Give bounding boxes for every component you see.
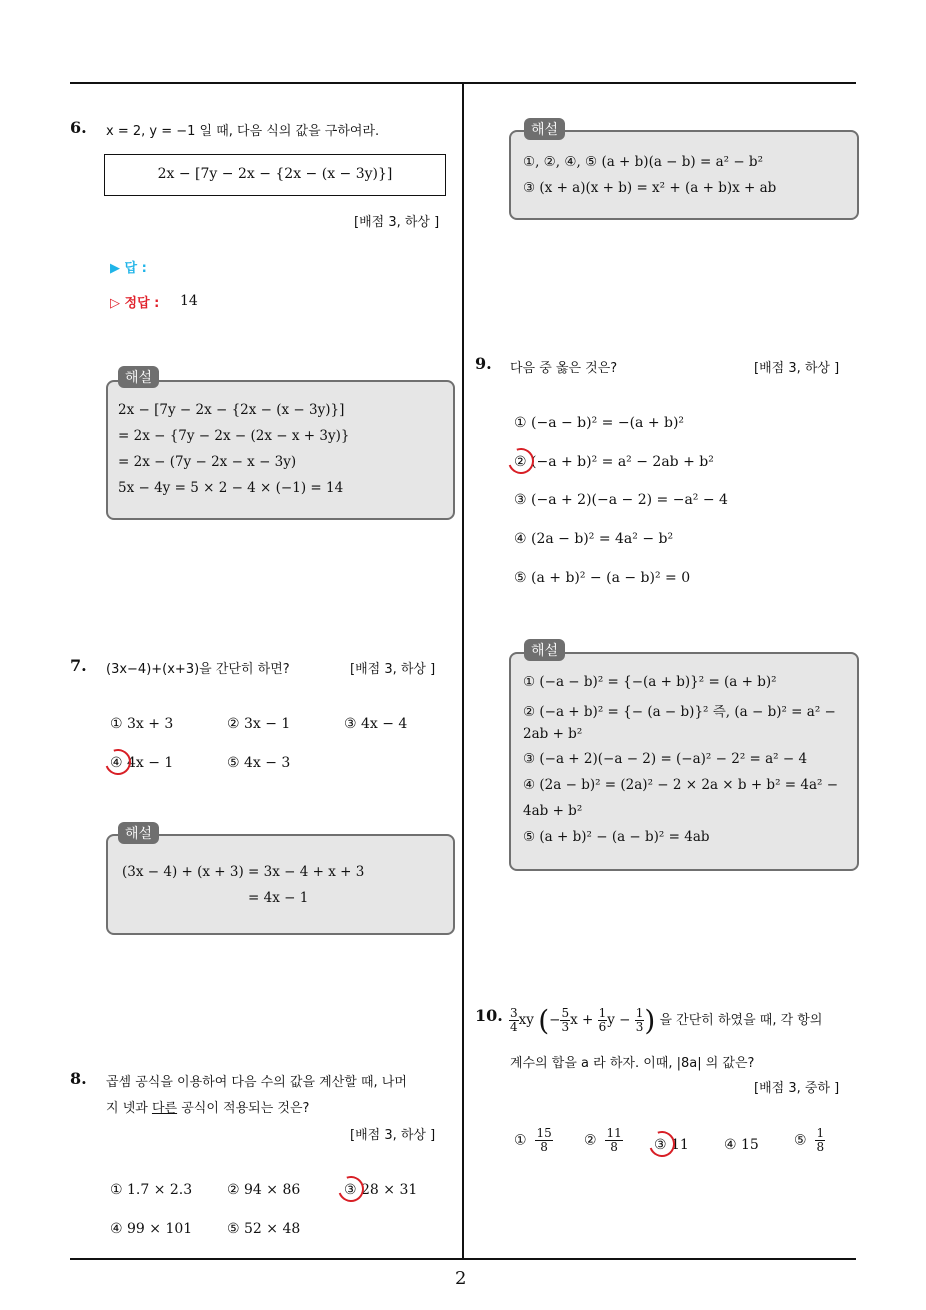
q8-choice-1[interactable]: ① 1.7 × 2.3 [110,1182,193,1198]
q10-frac-1-6: $\frac{1}{6}$ [598,1006,607,1034]
q8-meta: [배점 3, 하상 ] [350,1128,436,1143]
q9-choice-1[interactable]: ① (−a − b)² = −(a + b)² [514,415,685,431]
q8-prompt-part-a: 지 넷과 [106,1101,152,1116]
q7-choice-5[interactable]: ⑤ 4x − 3 [227,755,291,771]
q8-choice-2[interactable]: ② 94 × 86 [227,1182,301,1198]
q9-choice-5[interactable]: ⑤ (a + b)² − (a − b)² = 0 [514,570,691,586]
q6-sol-line-3: = 2x − (7y − 2x − x − 3y) [118,454,297,470]
q6-sol-line-1: 2x − [7y − 2x − {2x − (x − 3y)}] [118,402,345,418]
q9-sol-line-4: ③ (−a + 2)(−a − 2) = (−a)² − 2² = a² − 4 [523,751,808,767]
q6-prompt: x = 2, y = −1 일 때, 다음 식의 값을 구하여라. [106,124,380,139]
q10-choice-1-label: ① [514,1132,527,1149]
q10-open-paren: ( [538,1004,550,1037]
q6-number: 6. [70,118,87,137]
q6-solution-box [106,380,455,520]
q6-correct-label: ▷ 정답 : [110,296,160,311]
q9-choice-3[interactable]: ③ (−a + 2)(−a − 2) = −a² − 4 [514,492,728,508]
q10-choice-2-label: ② [584,1132,597,1149]
q8-answer-circle [334,1172,369,1207]
q10-prompt-line-2: 계수의 합을 a 라 하자. 이때, |8a| 의 값은? [510,1056,755,1071]
q7-choice-2[interactable]: ② 3x − 1 [227,716,291,732]
q9-sol-line-2: ② (−a + b)² = {− (a − b)}² 즉, (a − b)² = a² − [523,704,836,720]
q6-sol-line-4: 5x − 4y = 5 × 2 − 4 × (−1) = 14 [118,480,344,496]
q8-solution-box [509,130,859,220]
q7-solution-box [106,834,455,935]
q10-choice-1[interactable] [514,1127,553,1154]
q6-meta: [배점 3, 하상 ] [354,215,440,230]
q7-choice-3[interactable]: ③ 4x − 4 [344,716,408,732]
q9-choice-4[interactable]: ④ (2a − b)² = 4a² − b² [514,531,674,547]
q10-choice-3[interactable]: ③ 11 [654,1137,689,1153]
q10-choice-2-frac: $\frac{11}{8}$ [606,1126,622,1154]
q6-boxed-expression: 2x − [7y − 2x − {2x − (x − 3y)}] [157,166,393,182]
q6-sol-line-2: = 2x − {7y − 2x − (2x − x + 3y)} [118,428,350,444]
q7-sol-line-2: = 4x − 1 [248,890,309,906]
q10-choice-5-label: ⑤ [794,1132,807,1149]
q8-prompt-line-2 [106,1097,309,1116]
q10-frac-5-3: $\frac{5}{3}$ [561,1006,570,1034]
q10-choice-5-frac: $\frac{1}{8}$ [816,1126,825,1154]
q6-solution-tag: 해설 [118,366,159,388]
q6-expression-box [104,154,446,196]
q9-sol-line-5: ④ (2a − b)² = (2a)² − 2 × 2a × b + b² = 4a² − [523,777,839,793]
q9-solution-tag: 해설 [524,639,565,661]
q8-sol-line-1: ①, ②, ④, ⑤ (a + b)(a − b) = a² − b² [523,154,763,170]
q10-term-x: x + [570,1012,594,1028]
q10-xy: xy [518,1012,534,1028]
q10-close-paren: ) [644,1004,656,1037]
q7-number: 7. [70,656,87,675]
q8-prompt-line-1: 곱셈 공식을 이용하여 다음 수의 값을 계산할 때, 나머 [106,1075,407,1090]
q10-choice-5[interactable] [794,1127,825,1154]
q7-answer-circle [101,745,136,780]
q10-frac-3-4: $\frac{3}{4}$ [510,1006,518,1034]
q8-prompt-underlined: 다른 [151,1101,178,1116]
q9-answer-circle [504,444,539,479]
q8-prompt-part-c: 공식이 적용되는 것은? [177,1101,310,1116]
q10-choice-1-frac: $\frac{15}{8}$ [536,1126,552,1154]
q7-solution-tag: 해설 [118,822,159,844]
bottom-rule [70,1258,856,1260]
q10-term-y: y − [607,1012,631,1028]
q9-number: 9. [475,354,492,373]
q8-number: 8. [70,1069,87,1088]
q10-choice-4[interactable]: ④ 15 [724,1137,759,1153]
q10-expression: $\frac{3}{4}$ xy (− $\frac{5}{3}$ x + $\frac{1}{6}$ y − $\frac{1}{3}$ ) 을 간단히 하였을 때, 각 항의 [510,1004,823,1037]
q7-choice-4[interactable]: ④ 4x − 1 [110,755,174,771]
q10-answer-circle [645,1127,680,1162]
q9-meta: [배점 3, 하상 ] [754,361,840,376]
q8-solution-tag: 해설 [524,118,565,140]
q10-prompt-tail: 을 간단히 하였을 때, 각 항의 [655,1013,823,1028]
q7-sol-line-1: (3x − 4) + (x + 3) = 3x − 4 + x + 3 [122,864,365,880]
page-number: 2 [455,1268,467,1289]
q8-choice-5[interactable]: ⑤ 52 × 48 [227,1221,301,1237]
q9-choice-2[interactable]: ② (−a + b)² = a² − 2ab + b² [514,454,714,470]
q10-meta: [배점 3, 중하 ] [754,1081,840,1096]
q9-sol-line-3: 2ab + b² [523,726,583,742]
q9-sol-line-7: ⑤ (a + b)² − (a − b)² = 4ab [523,829,710,845]
q10-frac-1-3: $\frac{1}{3}$ [635,1006,644,1034]
q9-solution-box [509,652,859,871]
q9-sol-line-1: ① (−a − b)² = {−(a + b)}² = (a + b)² [523,674,777,690]
q7-prompt: (3x−4)+(x+3)을 간단히 하면? [106,662,290,677]
q8-sol-line-2: ③ (x + a)(x + b) = x² + (a + b)x + ab [523,180,777,196]
q7-meta: [배점 3, 하상 ] [350,662,436,677]
q7-choice-1[interactable]: ① 3x + 3 [110,716,174,732]
column-divider [462,84,464,1259]
q8-choice-3[interactable]: ③ 28 × 31 [344,1182,418,1198]
q6-correct-value: 14 [180,293,198,309]
q10-choice-2[interactable] [584,1127,623,1154]
q9-sol-line-6: 4ab + b² [523,803,583,819]
q6-answer-label: ▶ 답 : [110,261,147,276]
q8-choice-4[interactable]: ④ 99 × 101 [110,1221,193,1237]
q9-prompt: 다음 중 옳은 것은? [510,361,618,376]
q10-number: 10. [475,1006,503,1025]
